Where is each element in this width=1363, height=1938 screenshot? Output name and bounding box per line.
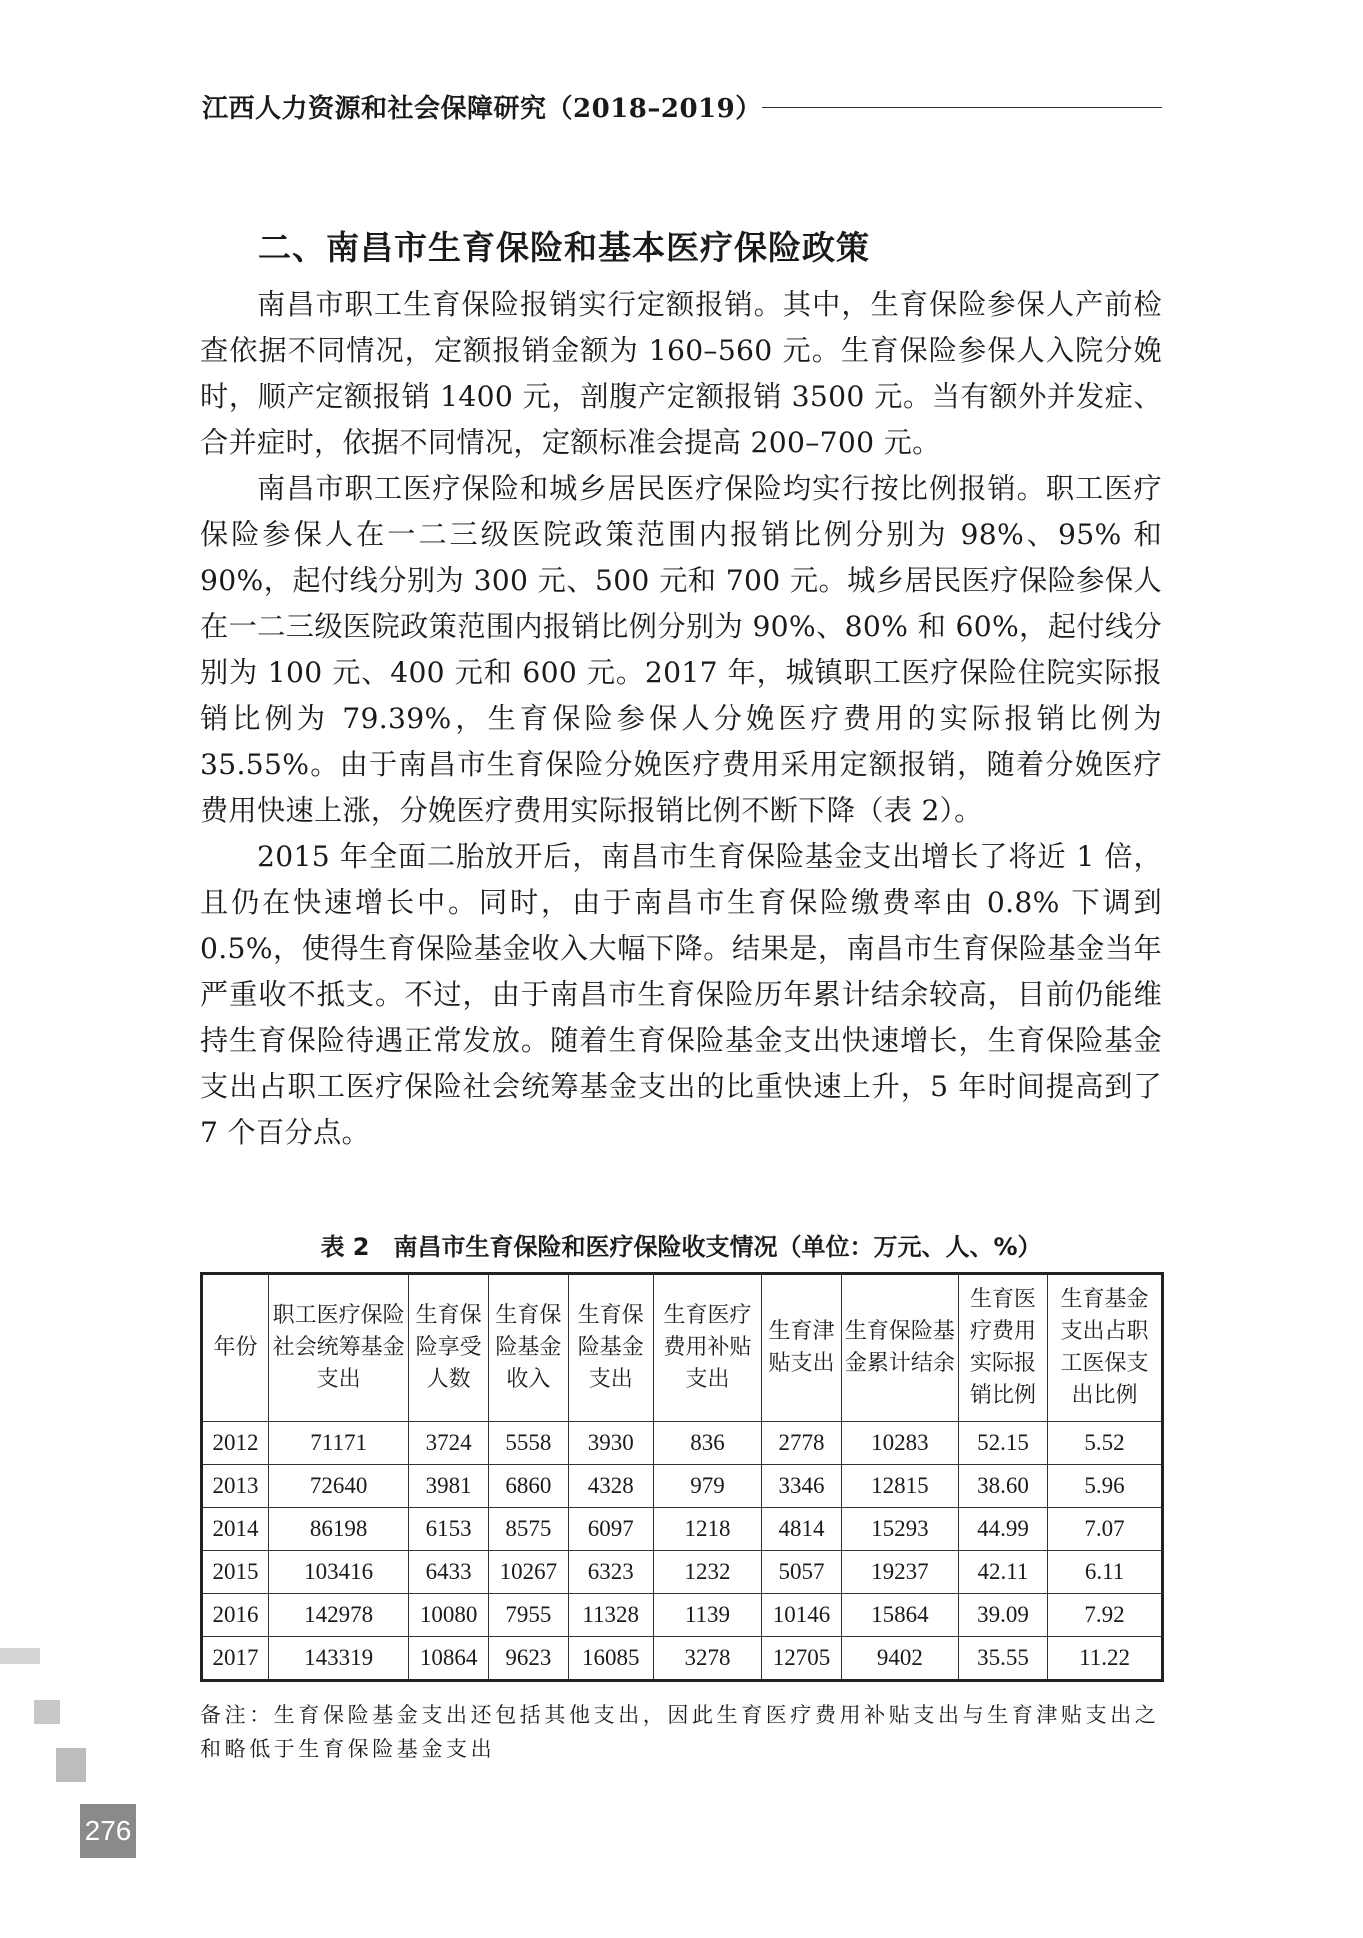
table-cell: 7955 bbox=[489, 1594, 569, 1637]
table-cell: 1232 bbox=[653, 1551, 761, 1594]
table-cell: 8575 bbox=[489, 1508, 569, 1551]
paragraph: 南昌市职工医疗保险和城乡居民医疗保险均实行按比例报销。职工医疗保险参保人在一二三级医院政策范围内报销比例分别为 98%、95% 和 90%，起付线分别为 300 元、500 元和 700 元。城乡居民医疗保险参保人在一二三级医院政策范围内报销比例分别为 90%、80% 和 60%，起付线分别为 100 元、400 元和 600 元。2017 年，城镇职工医疗保险住院实际报销比例为 79.39%，生育保险参保人分娩医疗费用的实际报销比例为 35.55%。由于南昌市生育保险分娩医疗费用采用定额报销，随着分娩医疗费用快速上涨，分娩医疗费用实际报销比例不断下降（表 2）。 bbox=[200, 472, 1162, 827]
table-cell: 4814 bbox=[762, 1508, 842, 1551]
table-cell: 6433 bbox=[409, 1551, 489, 1594]
table-cell: 12815 bbox=[841, 1465, 958, 1508]
table-cell: 143319 bbox=[268, 1637, 408, 1681]
corner-decoration bbox=[0, 1648, 40, 1664]
column-header: 职工医疗保险社会统筹基金支出 bbox=[268, 1274, 408, 1422]
column-header: 生育基金支出占职工医保支出比例 bbox=[1048, 1274, 1163, 1422]
table-caption: 表 2 南昌市生育保险和医疗保险收支情况（单位：万元、人、%） bbox=[320, 1233, 1042, 1261]
column-header: 生育保险基金支出 bbox=[568, 1274, 653, 1422]
table-cell: 15293 bbox=[841, 1508, 958, 1551]
section-heading: 二、南昌市生育保险和基本医疗保险政策 bbox=[258, 228, 870, 267]
table-cell: 836 bbox=[653, 1422, 761, 1465]
column-header: 年份 bbox=[202, 1274, 269, 1422]
page-number: 276 bbox=[80, 1804, 136, 1858]
table-cell: 10146 bbox=[762, 1594, 842, 1637]
column-header: 生育保险基金累计结余 bbox=[841, 1274, 958, 1422]
table-note: 备注：生育保险基金支出还包括其他支出，因此生育医疗费用补贴支出与生育津贴支出之和略低于生育保险基金支出 bbox=[200, 1703, 1160, 1761]
column-header: 生育医疗费用实际报销比例 bbox=[958, 1274, 1047, 1422]
table-cell: 6323 bbox=[568, 1551, 653, 1594]
table-cell: 3981 bbox=[409, 1465, 489, 1508]
header-rule bbox=[762, 107, 1162, 108]
table-cell: 52.15 bbox=[958, 1422, 1047, 1465]
table-row bbox=[202, 1508, 1163, 1551]
table-cell: 10267 bbox=[489, 1551, 569, 1594]
table-cell: 5.96 bbox=[1048, 1465, 1163, 1508]
table-cell: 2012 bbox=[202, 1422, 269, 1465]
table-row bbox=[202, 1465, 1163, 1508]
column-header: 生育保险基金收入 bbox=[489, 1274, 569, 1422]
paragraph: 2015 年全面二胎放开后，南昌市生育保险基金支出增长了将近 1 倍，且仍在快速增长中。同时，由于南昌市生育保险缴费率由 0.8% 下调到 0.5%，使得生育保险基金收入大幅下降。结果是，南昌市生育保险基金当年严重收不抵支。不过，由于南昌市生育保险历年累计结余较高，目前仍能维持生育保险待遇正常发放。随着生育保险基金支出快速增长，生育保险基金支出占职工医疗保险社会统筹基金支出的比重快速上升，5 年时间提高到了 7 个百分点。 bbox=[200, 840, 1162, 1149]
column-header: 生育保险享受人数 bbox=[409, 1274, 489, 1422]
table-cell: 1139 bbox=[653, 1594, 761, 1637]
data-table bbox=[200, 1272, 1164, 1682]
table-cell: 71171 bbox=[268, 1422, 408, 1465]
column-header: 生育医疗费用补贴支出 bbox=[653, 1274, 761, 1422]
table-cell: 2778 bbox=[762, 1422, 842, 1465]
paragraph: 南昌市职工生育保险报销实行定额报销。其中，生育保险参保人产前检查依据不同情况，定额报销金额为 160–560 元。生育保险参保人入院分娩时，顺产定额报销 1400 元，剖腹产定额报销 3500 元。当有额外并发症、合并症时，依据不同情况，定额标准会提高 200–700 元。 bbox=[200, 288, 1162, 459]
table-cell: 11328 bbox=[568, 1594, 653, 1637]
table-row bbox=[202, 1422, 1163, 1465]
table-cell: 4328 bbox=[568, 1465, 653, 1508]
table-cell: 9402 bbox=[841, 1637, 958, 1681]
column-header: 生育津贴支出 bbox=[762, 1274, 842, 1422]
table-cell: 16085 bbox=[568, 1637, 653, 1681]
table-cell: 2017 bbox=[202, 1637, 269, 1681]
table-cell: 979 bbox=[653, 1465, 761, 1508]
corner-decoration bbox=[56, 1748, 86, 1782]
table-cell: 15864 bbox=[841, 1594, 958, 1637]
table-row bbox=[202, 1637, 1163, 1681]
table-cell: 5.52 bbox=[1048, 1422, 1163, 1465]
table-cell: 10080 bbox=[409, 1594, 489, 1637]
table-cell: 6860 bbox=[489, 1465, 569, 1508]
running-header bbox=[202, 88, 1162, 128]
table-cell: 6097 bbox=[568, 1508, 653, 1551]
table-cell: 10864 bbox=[409, 1637, 489, 1681]
table-cell: 103416 bbox=[268, 1551, 408, 1594]
table-cell: 86198 bbox=[268, 1508, 408, 1551]
table-cell: 39.09 bbox=[958, 1594, 1047, 1637]
table-cell: 11.22 bbox=[1048, 1637, 1163, 1681]
table-cell: 72640 bbox=[268, 1465, 408, 1508]
table-cell: 3278 bbox=[653, 1637, 761, 1681]
table-cell: 7.07 bbox=[1048, 1508, 1163, 1551]
table-cell: 42.11 bbox=[958, 1551, 1047, 1594]
table-cell: 6.11 bbox=[1048, 1551, 1163, 1594]
table-cell: 3346 bbox=[762, 1465, 842, 1508]
table-header-row bbox=[202, 1274, 1163, 1422]
table-cell: 2014 bbox=[202, 1508, 269, 1551]
table-row bbox=[202, 1594, 1163, 1637]
table-cell: 9623 bbox=[489, 1637, 569, 1681]
table-cell: 38.60 bbox=[958, 1465, 1047, 1508]
table-cell: 142978 bbox=[268, 1594, 408, 1637]
table-cell: 1218 bbox=[653, 1508, 761, 1551]
corner-decoration bbox=[34, 1700, 60, 1724]
table-cell: 2016 bbox=[202, 1594, 269, 1637]
body-text bbox=[200, 282, 1162, 1156]
table-cell: 2013 bbox=[202, 1465, 269, 1508]
table-cell: 44.99 bbox=[958, 1508, 1047, 1551]
table-cell: 5558 bbox=[489, 1422, 569, 1465]
running-header-title: 江西人力资源和社会保障研究（2018–2019） bbox=[202, 94, 762, 124]
table-cell: 3930 bbox=[568, 1422, 653, 1465]
table-cell: 10283 bbox=[841, 1422, 958, 1465]
table-cell: 7.92 bbox=[1048, 1594, 1163, 1637]
table-cell: 35.55 bbox=[958, 1637, 1047, 1681]
table-row bbox=[202, 1551, 1163, 1594]
table-cell: 12705 bbox=[762, 1637, 842, 1681]
table-cell: 2015 bbox=[202, 1551, 269, 1594]
table-cell: 3724 bbox=[409, 1422, 489, 1465]
table-cell: 5057 bbox=[762, 1551, 842, 1594]
table-cell: 19237 bbox=[841, 1551, 958, 1594]
table-cell: 6153 bbox=[409, 1508, 489, 1551]
